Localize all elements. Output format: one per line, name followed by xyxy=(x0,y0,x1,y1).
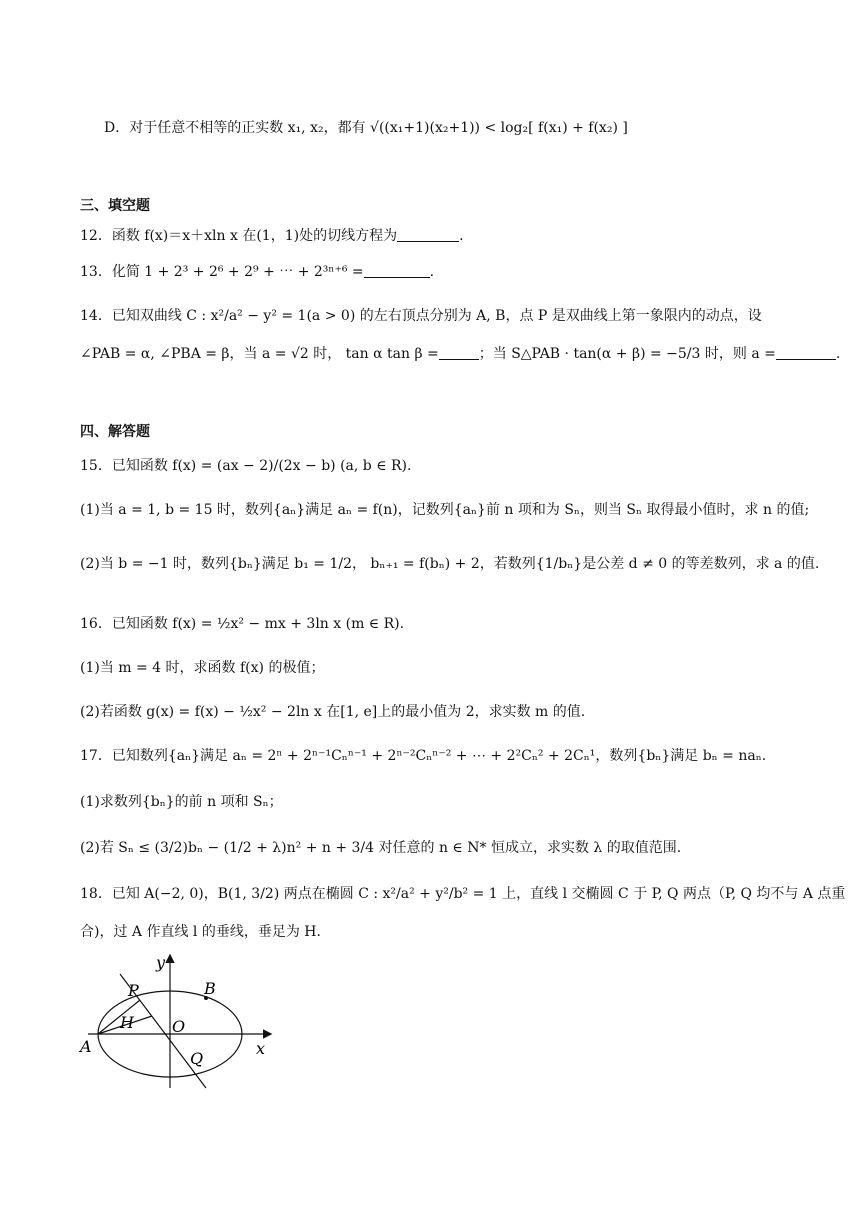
answer-blank xyxy=(397,227,459,242)
label-p: P xyxy=(128,981,139,1000)
question-12 xyxy=(80,226,464,246)
question-14-part-a: ∠PAB = α, ∠PBA = β，当 a = √2 时， tan α tan β = xyxy=(80,346,439,362)
question-18-line1: 18．已知 A(−2, 0)，B(1, 3/2) 两点在椭圆 C : x²/a² + y²/b² = 1 上，直线 l 交椭圆 C 于 P, Q 两点（P, Q 均不与 A 点重 xyxy=(80,886,846,902)
question-12-tail: . xyxy=(459,228,464,244)
question-15-stem: 15．已知函数 f(x) = (ax − 2)/(2x − b) (a, b ∈ R). xyxy=(80,458,412,474)
question-16-stem: 16．已知函数 f(x) = ½x² − mx + 3ln x (m ∈ R). xyxy=(80,616,405,632)
option-d: D．对于任意不相等的正实数 x₁, x₂，都有 √((x₁+1)(x₂+1)) < log₂[ f(x₁) + f(x₂) ] xyxy=(104,120,628,136)
section-title-solutions: 四、解答题 xyxy=(80,424,150,440)
label-h: H xyxy=(120,1013,134,1032)
label-a: A xyxy=(80,1037,92,1056)
label-q: Q xyxy=(190,1049,204,1068)
label-b: B xyxy=(204,979,216,998)
question-13-tail: . xyxy=(429,264,435,280)
answer-blank xyxy=(776,345,836,360)
question-15-part-1: (1)当 a = 1, b = 15 时，数列{aₙ}满足 aₙ = f(n)，记数列{aₙ}前 n 项和为 Sₙ，则当 Sₙ 取得最小值时，求 n 的值; xyxy=(80,502,810,518)
question-13-text: 13．化简 1 + 2³ + 2⁶ + 2⁹ + ⋯ + 2³ⁿ⁺⁶ = xyxy=(80,264,364,280)
question-14-line2 xyxy=(80,344,840,364)
ellipse-figure xyxy=(70,948,290,1098)
label-y: y xyxy=(156,953,166,972)
question-14-part-b: ；当 S△PAB · tan(α + β) = −5/3 时，则 a = xyxy=(478,346,776,362)
question-12-text: 12．函数 f(x)＝x＋xln x 在(1，1)处的切线方程为 xyxy=(80,228,398,244)
section-title-fill-in: 三、填空题 xyxy=(80,198,150,214)
question-13 xyxy=(80,262,434,282)
question-18-line2: 合)，过 A 作直线 l 的垂线，垂足为 H. xyxy=(80,924,321,940)
answer-blank xyxy=(439,345,479,360)
question-17-part-1: (1)求数列{bₙ}的前 n 项和 Sₙ； xyxy=(80,794,283,810)
question-14-line1: 14．已知双曲线 C : x²/a² − y² = 1(a > 0) 的左右顶点分别为 A, B，点 P 是双曲线上第一象限内的动点，设 xyxy=(80,308,762,324)
question-17-part-2: (2)若 Sₙ ≤ (3/2)bₙ − (1/2 + λ)n² + n + 3/4 对任意的 n ∈ N* 恒成立，求实数 λ 的取值范围. xyxy=(80,840,682,856)
label-o: O xyxy=(172,1017,186,1036)
question-15-part-2: (2)当 b = −1 时，数列{bₙ}满足 b₁ = 1/2， bₙ₊₁ = f(bₙ) + 2，若数列{1/bₙ}是公差 d ≠ 0 的等差数列，求 a 的值. xyxy=(80,556,820,572)
question-17-stem: 17．已知数列{aₙ}满足 aₙ = 2ⁿ + 2ⁿ⁻¹Cₙⁿ⁻¹ + 2ⁿ⁻²Cₙⁿ⁻² + ⋯ + 2²Cₙ² + 2Cₙ¹，数列{bₙ}满足 bₙ = naₙ. xyxy=(80,748,767,764)
answer-blank xyxy=(364,263,430,278)
question-16-part-2: (2)若函数 g(x) = f(x) − ½x² − 2ln x 在[1, e]上的最小值为 2，求实数 m 的值. xyxy=(80,704,586,720)
question-14-tail: . xyxy=(835,346,841,362)
label-x: x xyxy=(256,1039,266,1058)
question-16-part-1: (1)当 m = 4 时，求函数 f(x) 的极值； xyxy=(80,660,325,676)
